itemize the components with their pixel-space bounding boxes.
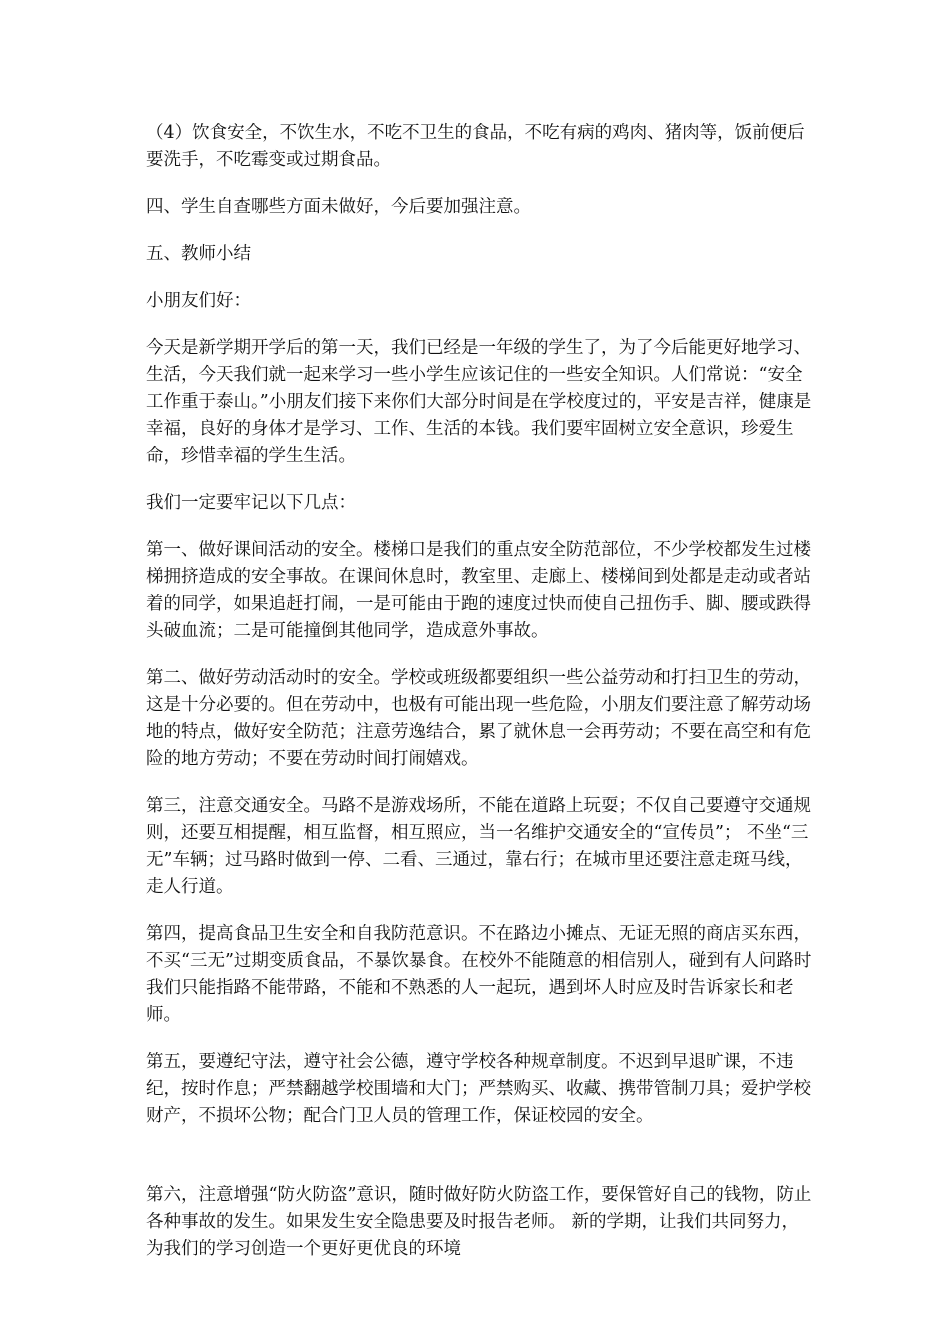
paragraph-point-three: 第三，注意交通安全。马路不是游戏场所，不能在道路上玩耍；不仅自己要遵守交通规则，还要互相提醒，相互监督，相互照应，当一名维护交通安全的“宣传员”； 不坐“三无”车辆；过马路时做到一停、二看、三通过，靠右行；在城市里还要注意走斑马线，走人行道。 — [146, 796, 811, 897]
paragraph-section-four: 四、学生自查哪些方面未做好，今后要加强注意。 — [146, 197, 531, 217]
paragraph-remember: 我们一定要牢记以下几点： — [146, 493, 356, 513]
document-page — [146, 120, 816, 1283]
paragraph-point-two: 第二、做好劳动活动时的安全。学校或班级都要组织一些公益劳动和打扫卫生的劳动，这是十分必要的。但在劳动中，也极有可能出现一些危险，小朋友们要注意了解劳动场地的特点，做好安全防范；注意劳逸结合，累了就休息一会再劳动；不要在高空和有危险的地方劳动；不要在劳动时间打闹嬉戏。 — [146, 668, 811, 769]
paragraph-point-one: 第一、做好课间活动的安全。楼梯口是我们的重点安全防范部位，不少学校都发生过楼梯拥挤造成的安全事故。在课间休息时，教室里、走廊上、楼梯间到处都是走动或者站着的同学，如果追赶打闹，一是可能由于跑的速度过快而使自己扭伤手、脚、腰或跌得头破血流；二是可能撞倒其他同学，造成意外事故。 — [146, 540, 811, 641]
paragraph-greeting: 小朋友们好： — [146, 291, 251, 311]
paragraph-point-six: 第六，注意增强“防火防盗”意识，随时做好防火防盗工作，要保管好自己的钱物，防止各种事故的发生。如果发生安全隐患要及时报告老师。 新的学期，让我们共同努力，为我们的学习创造一个更好更优良的环境 — [146, 1185, 812, 1259]
paragraph-food-safety: （4）饮食安全，不饮生水，不吃不卫生的食品，不吃有病的鸡肉、猪肉等，饭前便后要洗手，不吃霉变或过期食品。 — [146, 123, 805, 170]
paragraph-point-five: 第五，要遵纪守法，遵守社会公德，遵守学校各种规章制度。不迟到早退旷课，不违纪，按时作息；严禁翻越学校围墙和大门；严禁购买、收藏、携带管制刀具；爱护学校财产，不损坏公物；配合门卫人员的管理工作，保证校园的安全。 — [146, 1052, 811, 1126]
paragraph-section-five: 五、教师小结 — [146, 244, 251, 264]
paragraph-point-four: 第四，提高食品卫生安全和自我防范意识。不在路边小摊点、无证无照的商店买东西，不买“三无”过期变质食品，不暴饮暴食。在校外不能随意的相信别人，碰到有人问路时我们只能指路不能带路，不能和不熟悉的人一起玩，遇到坏人时应及时告诉家长和老师。 — [146, 924, 812, 1025]
paragraph-intro: 今天是新学期开学后的第一天，我们已经是一年级的学生了，为了今后能更好地学习、生活，今天我们就一起来学习一些小学生应该记住的一些安全知识。人们常说：“安全工作重于泰山。”小朋友们接下来你们大部分时间是在学校度过的，平安是吉祥，健康是幸福，良好的身体才是学习、工作、生活的本钱。我们要牢固树立安全意识，珍爱生命，珍惜幸福的学生生活。 — [146, 338, 812, 466]
